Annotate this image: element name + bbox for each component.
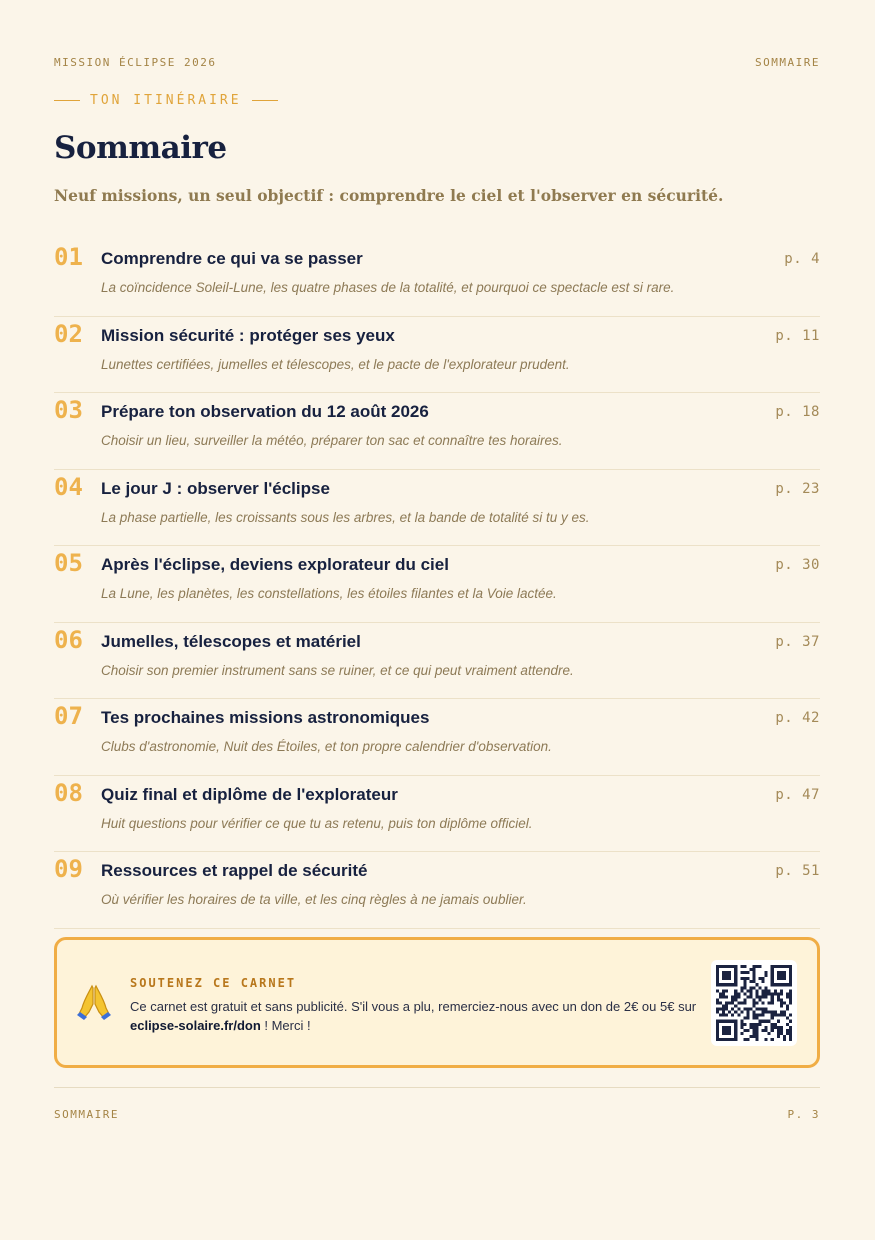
toc-item[interactable] <box>54 699 820 776</box>
qr-code[interactable] <box>711 960 797 1046</box>
support-callout <box>54 937 820 1068</box>
toc-number: 02 <box>54 319 83 348</box>
toc-description: Huit questions pour vérifier ce que tu as retenu, puis ton diplôme officiel. <box>101 815 533 831</box>
toc-item[interactable] <box>54 317 820 394</box>
toc-description: La coïncidence Soleil-Lune, les quatre phases de la totalité, et pourquoi ce spectacle est si rare. <box>101 280 675 295</box>
toc-title[interactable]: Comprendre ce qui va se passer <box>101 249 363 268</box>
toc-number: 03 <box>54 396 83 424</box>
toc-page-number[interactable]: p. 4 <box>784 251 820 267</box>
header-section: SOMMAIRE <box>755 56 820 69</box>
toc-title[interactable]: Jumelles, télescopes et matériel <box>101 631 361 651</box>
toc-item[interactable] <box>54 852 820 929</box>
toc-number: 04 <box>54 472 83 501</box>
toc-item[interactable] <box>54 623 820 700</box>
support-text-intro: Ce carnet est gratuit et sans publicité. S'il vous a plu, remerciez-nous avec un don de 2€ ou 5€ sur <box>130 999 697 1014</box>
toc-page-number[interactable]: p. 11 <box>775 327 820 344</box>
toc-page-number[interactable]: p. 47 <box>775 786 820 803</box>
toc-item[interactable] <box>54 393 820 470</box>
toc-number: 01 <box>54 243 83 271</box>
toc-page-number[interactable]: p. 51 <box>775 863 820 879</box>
running-header <box>54 56 820 69</box>
support-text-outro: ! Merci ! <box>260 1018 311 1033</box>
toc-description: Clubs d'astronomie, Nuit des Étoiles, et ton propre calendrier d'observation. <box>101 739 552 754</box>
toc-page-number[interactable]: p. 30 <box>775 557 820 573</box>
toc-number: 09 <box>54 855 83 883</box>
praying-hands-icon <box>75 982 113 1022</box>
toc-title[interactable]: Le jour J : observer l'éclipse <box>101 478 330 498</box>
toc-description: La Lune, les planètes, les constellations, les étoiles filantes et la Voie lactée. <box>101 586 557 601</box>
footer-page-number: P. 3 <box>787 1108 820 1121</box>
toc-title[interactable]: Tes prochaines missions astronomiques <box>101 708 430 727</box>
toc-title[interactable]: Après l'éclipse, deviens explorateur du ciel <box>101 555 449 574</box>
toc-number: 05 <box>54 549 83 577</box>
section-kicker <box>54 93 278 108</box>
donation-link[interactable]: eclipse-solaire.fr/don <box>130 1018 261 1033</box>
toc-title[interactable]: Ressources et rappel de sécurité <box>101 861 368 880</box>
kicker-label: TON ITINÉRAIRE <box>90 93 242 108</box>
toc-item[interactable] <box>54 546 820 623</box>
toc-description: La phase partielle, les croissants sous les arbres, et la bande de totalité si tu y es. <box>101 509 590 525</box>
toc-number: 08 <box>54 778 83 807</box>
page-subtitle: Neuf missions, un seul objectif : comprendre le ciel et l'observer en sécurité. <box>54 186 724 205</box>
toc-title[interactable]: Quiz final et diplôme de l'explorateur <box>101 784 398 804</box>
toc-description: Choisir un lieu, surveiller la météo, préparer ton sac et connaître tes horaires. <box>101 433 563 448</box>
toc-description: Lunettes certifiées, jumelles et télescopes, et le pacte de l'explorateur prudent. <box>101 356 570 372</box>
toc-description: Où vérifier les horaires de ta ville, et les cinq règles à ne jamais oublier. <box>101 892 527 907</box>
toc-item[interactable] <box>54 776 820 853</box>
kicker-rule-left <box>54 100 80 101</box>
table-of-contents <box>54 240 820 929</box>
toc-number: 07 <box>54 702 83 730</box>
footer-divider <box>54 1087 820 1088</box>
toc-title[interactable]: Prépare ton observation du 12 août 2026 <box>101 402 429 421</box>
toc-description: Choisir son premier instrument sans se ruiner, et ce qui peut vraiment attendre. <box>101 662 574 678</box>
toc-page-number[interactable]: p. 42 <box>775 710 820 726</box>
support-heading: SOUTENEZ CE CARNET <box>130 976 297 990</box>
page-title: Sommaire <box>54 130 227 166</box>
toc-number: 06 <box>54 625 83 654</box>
qr-code-icon <box>716 965 792 1041</box>
toc-page-number[interactable]: p. 37 <box>775 633 820 650</box>
toc-item[interactable] <box>54 240 820 317</box>
toc-page-number[interactable]: p. 18 <box>775 404 820 420</box>
toc-item[interactable] <box>54 470 820 547</box>
kicker-rule-right <box>252 100 278 101</box>
footer-section: SOMMAIRE <box>54 1108 119 1121</box>
support-text <box>130 997 700 1035</box>
header-title: MISSION ÉCLIPSE 2026 <box>54 56 217 69</box>
toc-page-number[interactable]: p. 23 <box>775 480 820 497</box>
toc-title[interactable]: Mission sécurité : protéger ses yeux <box>101 325 395 345</box>
running-footer <box>54 1108 820 1121</box>
